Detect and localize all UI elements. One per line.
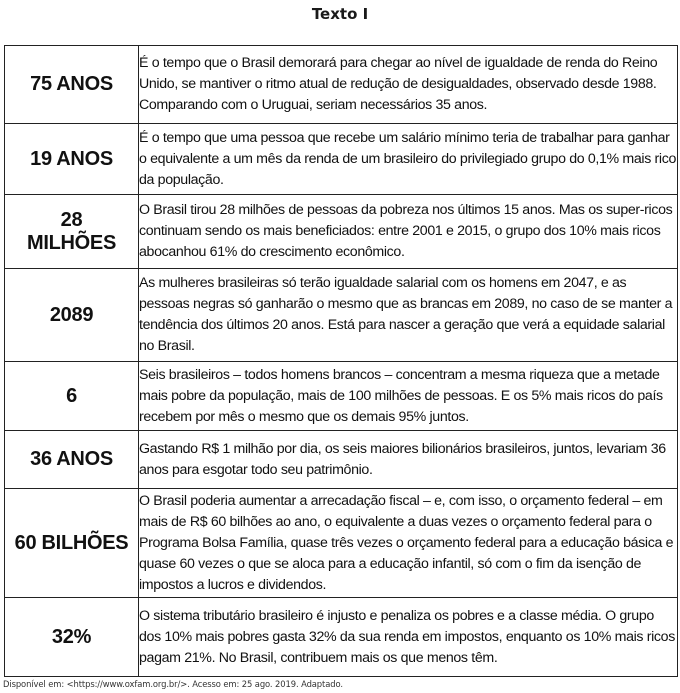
table-row xyxy=(5,431,678,489)
table-row xyxy=(5,124,678,195)
fact-figure: 2089 xyxy=(5,269,139,362)
fact-figure: 36 ANOS xyxy=(5,431,139,489)
fact-description: O sistema tributário brasileiro é injusto e penaliza os pobres e a classe média. O grupo dos 10% mais pobres gasta 32% da sua renda em impostos, enquanto os 10% mais ricos pagam 21%. No Brasil, contribuem mais os que menos têm. xyxy=(139,598,678,677)
fact-figure: 32% xyxy=(5,598,139,677)
fact-description: As mulheres brasileiras só terão igualdade salarial com os homens em 2047, e as pessoas negras só ganharão o mesmo que as brancas em 2089, no caso de se manter a tendência dos últimos 20 anos. Está para nascer a geração que verá a equidade salarial no Brasil. xyxy=(139,269,678,362)
table-row xyxy=(5,195,678,269)
fact-figure-line-2: MILHÕES xyxy=(26,231,116,254)
fact-figure: 75 ANOS xyxy=(5,46,139,124)
table-row xyxy=(5,269,678,362)
table-row xyxy=(5,489,678,598)
fact-description: O Brasil tirou 28 milhões de pessoas da pobreza nos últimos 15 anos. Mas os super-ricos continuam sendo os mais beneficiados: entre 2001 e 2015, o grupo dos 10% mais ricos abocanhou 61% do crescimento econômico. xyxy=(139,195,678,269)
table-row xyxy=(5,598,678,677)
fact-description: Gastando R$ 1 milhão por dia, os seis maiores bilionários brasileiros, juntos, levariam 36 anos para esgotar todo seu patrimônio. xyxy=(139,431,678,489)
fact-description: O Brasil poderia aumentar a arrecadação fiscal – e, com isso, o orçamento federal – em mais de R$ 60 bilhões ao ano, o equivalente a duas vezes o orçamento federal para o Programa Bolsa Família, quase três vezes o orçamento federal para a educação básica e quase 60 vezes o que se aloca para a educação infantil, só com o fim da isenção de impostos a lucros e dividendos. xyxy=(139,489,678,598)
fact-figure xyxy=(5,195,139,269)
fact-figure-line-1: 28 xyxy=(60,208,83,231)
fact-description: Seis brasileiros – todos homens brancos – concentram a mesma riqueza que a metade mais pobre da população, mais de 100 milhões de pessoas. E os 5% mais ricos do país recebem por mês o mesmo que os demais 95% juntos. xyxy=(139,362,678,431)
document-title: Texto I xyxy=(311,5,369,23)
fact-description: É o tempo que uma pessoa que recebe um salário mínimo teria de trabalhar para ganhar o equivalente a um mês da renda de um brasileiro do privilegiado grupo do 0,1% mais rico da população. xyxy=(139,124,678,195)
facts-table xyxy=(4,45,678,677)
fact-figure: 60 BILHÕES xyxy=(5,489,139,598)
table-row xyxy=(5,362,678,431)
source-citation: Disponível em: <https://www.oxfam.org.br/>. Acesso em: 25 ago. 2019. Adaptado. xyxy=(3,679,343,689)
fact-description: É o tempo que o Brasil demorará para chegar ao nível de igualdade de renda do Reino Unido, se mantiver o ritmo atual de redução de desigualdades, observado desde 1988. Comparando com o Uruguai, seriam necessários 35 anos. xyxy=(139,46,678,124)
fact-figure: 6 xyxy=(5,362,139,431)
fact-figure: 19 ANOS xyxy=(5,124,139,195)
table-row xyxy=(5,46,678,124)
